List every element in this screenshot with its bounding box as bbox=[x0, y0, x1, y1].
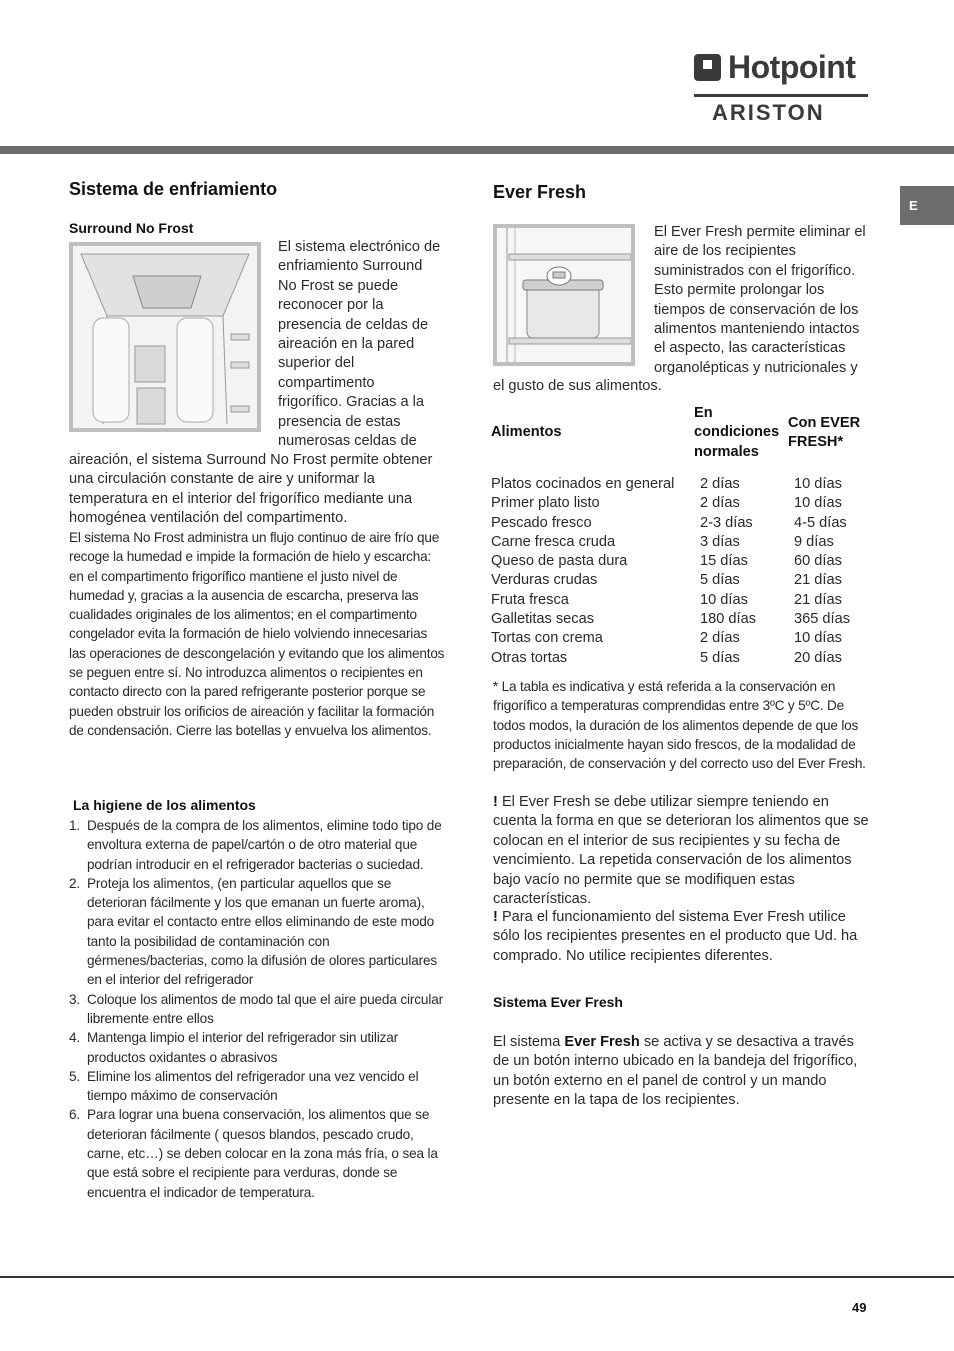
system-text-after: se activa y se desactiva a través de un botón interno ubicado en la bandeja del frigorífico, un botón externo en el panel de control y un mando presente en la tapa de los recipientes. bbox=[493, 1034, 858, 1109]
surround-line: enfriamiento Surround bbox=[278, 258, 423, 275]
cell-food: Platos cocinados en general bbox=[491, 476, 675, 492]
list-item bbox=[69, 1028, 447, 1067]
brand-logo bbox=[694, 49, 870, 128]
cell-normal: 10 días bbox=[700, 591, 748, 608]
warning-paragraph-1 bbox=[493, 793, 873, 909]
table-row bbox=[491, 649, 871, 668]
system-text-bold: Ever Fresh bbox=[564, 1034, 640, 1050]
ever-fresh-intro-continuation: el gusto de sus alimentos. bbox=[493, 378, 662, 394]
cell-ever-fresh: 60 días bbox=[794, 553, 842, 570]
list-text: Después de la compra de los alimentos, elimine todo tipo de envoltura externa de papel/cartón o de otro material que podrían introducir en el refrigerador bacterias o suciedad. bbox=[87, 818, 442, 872]
cell-ever-fresh: 20 días bbox=[794, 649, 842, 666]
conservation-table bbox=[491, 403, 871, 668]
cell-normal: 5 días bbox=[700, 572, 740, 589]
cell-ever-fresh: 10 días bbox=[794, 630, 842, 647]
table-row bbox=[491, 552, 871, 571]
cell-ever-fresh: 21 días bbox=[794, 572, 842, 589]
surround-line: aireación en la pared bbox=[278, 336, 415, 353]
section-title-cooling: Sistema de enfriamiento bbox=[69, 179, 278, 199]
brand-rule bbox=[694, 94, 868, 97]
list-text: Mantenga limpio el interior del refrigerador sin utilizar productos oxidantes o abrasivos bbox=[87, 1030, 399, 1065]
warning-icon: ! bbox=[493, 794, 498, 810]
ever-fresh-line: aire de los recipientes bbox=[654, 243, 796, 260]
surround-line: presencia de estas bbox=[278, 413, 401, 430]
list-text: Proteja los alimentos, (en particular aquellos que se deterioran fácilmente y los que emanan un fuerte aroma), para evitar el contacto entre ellos eliminando de este modo tanto la posibilidad de contaminación con gérmenes/bacterias, como la difusión de olores particulares en el interior del refrigerador bbox=[87, 875, 438, 988]
surround-line: superior del bbox=[278, 355, 355, 372]
ever-fresh-system-text bbox=[493, 1033, 873, 1111]
table-row bbox=[491, 533, 871, 552]
surround-no-frost-illustration bbox=[69, 242, 261, 432]
table-row bbox=[491, 591, 871, 610]
ever-fresh-line: organolépticas y nutricionales y bbox=[654, 359, 858, 376]
list-item bbox=[69, 816, 447, 874]
ever-fresh-line: El Ever Fresh permite eliminar el bbox=[654, 224, 866, 240]
list-item bbox=[69, 1105, 447, 1201]
header-normal: En condiciones normales bbox=[694, 404, 780, 460]
ever-fresh-wrap-text bbox=[654, 223, 884, 378]
surround-line: El sistema electrónico de bbox=[278, 239, 441, 255]
surround-line: frigorífico. Gracias a la bbox=[278, 394, 424, 411]
list-text: Coloque los alimentos de modo tal que el aire pueda circular libremente entre ellos bbox=[87, 991, 443, 1026]
cell-ever-fresh: 10 días bbox=[794, 476, 842, 492]
cell-ever-fresh: 9 días bbox=[794, 533, 834, 550]
list-item bbox=[69, 1067, 447, 1106]
surround-line: No Frost se puede bbox=[278, 277, 399, 294]
cell-normal: 2-3 días bbox=[700, 514, 753, 531]
cell-ever-fresh: 365 días bbox=[794, 611, 850, 628]
cell-ever-fresh: 10 días bbox=[794, 495, 842, 512]
cell-food: Fruta fresca bbox=[491, 591, 569, 608]
warning-text-1: El Ever Fresh se debe utilizar siempre teniendo en cuenta la forma en que se deterioran los alimentos que se colocan en el interior de sus recipientes y su fecha de vencimiento. La repetida conservación de los alimentos bajo vacío no permite que se modifiquen estas características. bbox=[493, 794, 869, 908]
ever-fresh-line: tiempos de conservación de los bbox=[654, 301, 859, 318]
cell-food: Pescado fresco bbox=[491, 514, 592, 531]
subtitle-surround: Surround No Frost bbox=[69, 220, 194, 236]
cell-normal: 2 días bbox=[700, 495, 740, 512]
list-text: Para lograr una buena conservación, los alimentos que se deterioran fácilmente ( quesos blandos, pescado crudo, carne, etc…) se deben colocar en la zona más fría, o sea la que está sobre el recipiente para verduras, donde se encuentra el indicador de temperatura. bbox=[87, 1107, 438, 1200]
cell-normal: 180 días bbox=[700, 611, 756, 628]
list-number: 2. bbox=[69, 875, 81, 891]
page-number: 49 bbox=[852, 1300, 867, 1315]
surround-continuation: aireación, el sistema Surround No Frost permite obtener una circulación constante de aire y uniformar la temperatura en el interior del frigorífico mediante una homogénea ventilación del compartimento. bbox=[69, 452, 433, 527]
hygiene-list bbox=[69, 816, 447, 1202]
cell-food: Tortas con crema bbox=[491, 630, 603, 647]
subtitle-hygiene: La higiene de los alimentos bbox=[73, 797, 256, 813]
warning-paragraph-2 bbox=[493, 908, 873, 966]
cell-food: Primer plato listo bbox=[491, 495, 600, 512]
list-item bbox=[69, 990, 447, 1029]
ever-fresh-line: suministrados con el frigorífico. bbox=[654, 262, 856, 279]
list-number: 6. bbox=[69, 1107, 81, 1123]
cell-food: Otras tortas bbox=[491, 649, 568, 666]
cell-food: Verduras crudas bbox=[491, 572, 598, 589]
table-row bbox=[491, 571, 871, 590]
footer-rule bbox=[0, 1276, 954, 1278]
surround-line: reconocer por la bbox=[278, 297, 384, 314]
cell-normal: 2 días bbox=[700, 630, 740, 647]
surround-line: compartimento bbox=[278, 374, 375, 391]
surround-wrap-text bbox=[278, 238, 454, 451]
cell-normal: 15 días bbox=[700, 553, 748, 570]
table-row bbox=[491, 475, 871, 494]
ever-fresh-line: el aspecto, las características bbox=[654, 340, 846, 357]
subtitle-ever-fresh-system: Sistema Ever Fresh bbox=[493, 994, 623, 1010]
cell-food: Galletitas secas bbox=[491, 611, 595, 628]
surround-line: numerosas celdas de bbox=[278, 433, 417, 450]
section-title-ever-fresh: Ever Fresh bbox=[493, 182, 587, 202]
list-number: 3. bbox=[69, 991, 81, 1007]
warning-icon: ! bbox=[493, 909, 498, 925]
surround-line: presencia de celdas de bbox=[278, 316, 429, 333]
language-tab: E bbox=[900, 186, 954, 225]
header-ever-fresh: Con EVER FRESH* bbox=[788, 414, 861, 450]
list-number: 1. bbox=[69, 818, 81, 833]
table-row bbox=[491, 629, 871, 648]
cell-ever-fresh: 4-5 días bbox=[794, 514, 847, 531]
cell-normal: 2 días bbox=[700, 476, 740, 492]
table-body bbox=[491, 475, 871, 668]
list-number: 5. bbox=[69, 1068, 81, 1084]
header-food: Alimentos bbox=[491, 424, 562, 441]
brand-name: Hotpoint bbox=[728, 49, 856, 85]
cell-food: Queso de pasta dura bbox=[491, 553, 628, 570]
cell-normal: 3 días bbox=[700, 533, 740, 550]
ever-fresh-line: Esto permite prolongar los bbox=[654, 282, 825, 299]
ever-fresh-line: alimentos manteniendo intactos bbox=[654, 321, 860, 338]
table-row bbox=[491, 610, 871, 629]
no-frost-detail: El sistema No Frost administra un flujo continuo de aire frío que recoge la humedad e impide la formación de hielo y escarcha: en el compartimento frigorífico mantiene el justo nivel de humedad y, gracias a la ausencia de escarcha, preserva las cualidades originales de los alimentos; en el compartimento congelador evita la formación de hielo volviendo innecesarias las operaciones de descongelación y evitando que los alimentos se peguen entre sí. No introduzca alimentos o recipientes en contacto directo con la pared refrigerante posterior porque se pueden obstruir los orificios de aireación y facilitar la formación de condensación. Cierre las botellas y envuelva los alimentos. bbox=[69, 530, 445, 738]
cell-food: Carne fresca cruda bbox=[491, 533, 616, 550]
table-row bbox=[491, 494, 871, 513]
cell-ever-fresh: 21 días bbox=[794, 591, 842, 608]
header-bar bbox=[0, 146, 954, 154]
ever-fresh-illustration bbox=[493, 224, 635, 366]
system-text-before: El sistema bbox=[493, 1034, 565, 1050]
cell-normal: 5 días bbox=[700, 649, 740, 666]
list-item bbox=[69, 874, 447, 990]
table-footnote: * La tabla es indicativa y está referida a la conservación en frigorífico a temperaturas comprendidas entre 3ºC y 5ºC. De todos modos, la duración de los alimentos depende de que los productos inicialmente hayan sido frescos, de la modalidad de preparación, de conservación y del correcto uso del Ever Fresh. bbox=[493, 679, 866, 772]
list-number: 4. bbox=[69, 1030, 81, 1046]
warning-text-2: Para el funcionamiento del sistema Ever Fresh utilice sólo los recipientes presentes en el producto que Ud. ha comprado. No utilice recipientes diferentes. bbox=[493, 909, 858, 964]
table-row bbox=[491, 514, 871, 533]
table-header-row bbox=[491, 403, 871, 463]
list-text: Elimine los alimentos del refrigerador una vez vencido el tiempo máximo de conservación bbox=[87, 1068, 419, 1104]
brand-subname: ARISTON bbox=[712, 100, 825, 125]
